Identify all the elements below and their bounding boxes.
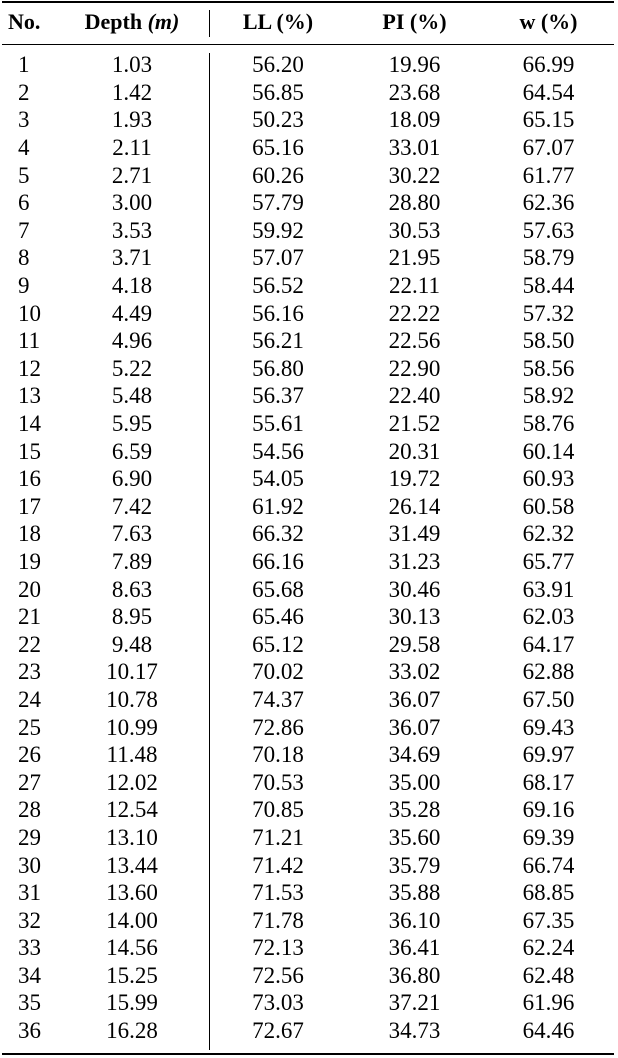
cell-depth: 1.42: [111, 79, 153, 105]
cell-ll: 70.85: [252, 797, 304, 823]
cell-w: 60.93: [522, 466, 575, 492]
cell-no: 17: [18, 493, 41, 519]
cell-no: 20: [18, 576, 41, 602]
cell-w: 62.03: [522, 604, 575, 630]
table-row: [2, 962, 614, 990]
cell-pi: 37.21: [388, 990, 441, 1016]
cell-no: 25: [18, 714, 41, 740]
cell-depth: 16.28: [106, 1018, 158, 1044]
cell-depth: 1.93: [111, 107, 153, 133]
cell-pi: 31.49: [388, 521, 441, 547]
cell-w: 67.35: [522, 907, 575, 933]
cell-no: 22: [18, 631, 41, 657]
cell-pi: 33.02: [388, 659, 441, 685]
table-row: [2, 934, 614, 962]
cell-depth: 1.03: [111, 52, 153, 78]
cell-ll: 70.02: [252, 659, 304, 685]
cell-no: 29: [18, 824, 41, 850]
table-row: [2, 741, 614, 769]
table-row: [2, 548, 614, 576]
cell-no: 1: [18, 52, 30, 78]
cell-no: 35: [18, 990, 41, 1016]
cell-ll: 65.12: [252, 631, 304, 657]
cell-w: 69.16: [522, 797, 575, 823]
cell-pi: 22.11: [389, 273, 440, 299]
cell-depth: 5.95: [111, 411, 153, 437]
cell-no: 19: [18, 548, 41, 574]
cell-pi: 30.22: [388, 162, 441, 188]
cell-pi: 22.22: [388, 300, 441, 326]
cell-w: 67.07: [522, 135, 575, 161]
cell-no: 30: [18, 852, 41, 878]
cell-w: 68.85: [522, 880, 575, 906]
cell-ll: 65.16: [252, 135, 304, 161]
depth-unit: (m): [147, 9, 180, 34]
cell-depth: 7.42: [111, 493, 153, 519]
cell-depth: 12.02: [106, 769, 158, 795]
cell-pi: 34.69: [388, 742, 441, 768]
cell-w: 64.46: [522, 1018, 575, 1044]
cell-depth: 13.60: [106, 880, 158, 906]
cell-pi: 21.95: [388, 245, 441, 271]
cell-ll: 72.67: [252, 1018, 304, 1044]
cell-w: 58.44: [522, 273, 575, 299]
cell-pi: 23.68: [388, 79, 441, 105]
table-row: [2, 217, 614, 245]
cell-w: 61.96: [522, 990, 575, 1016]
cell-ll: 54.05: [252, 466, 304, 492]
table-row: [2, 520, 614, 548]
cell-w: 68.17: [522, 769, 575, 795]
cell-no: 24: [18, 686, 41, 712]
cell-depth: 2.11: [112, 135, 152, 161]
cell-ll: 65.68: [252, 576, 304, 602]
cell-depth: 14.56: [106, 935, 158, 961]
cell-no: 6: [18, 190, 30, 216]
cell-w: 62.32: [522, 521, 575, 547]
cell-pi: 31.23: [388, 548, 441, 574]
cell-depth: 9.48: [111, 631, 153, 657]
cell-depth: 7.63: [111, 521, 153, 547]
table-row: [2, 79, 614, 107]
cell-depth: 4.96: [111, 328, 153, 354]
cell-w: 62.48: [522, 962, 575, 988]
table-row: [2, 161, 614, 189]
cell-w: 58.76: [522, 411, 575, 437]
cell-ll: 71.53: [252, 880, 304, 906]
table-body: [2, 44, 614, 1044]
cell-pi: 36.07: [388, 714, 441, 740]
column-header-no: No.: [8, 9, 41, 34]
cell-no: 28: [18, 797, 41, 823]
cell-depth: 6.59: [111, 438, 153, 464]
table-row: [2, 355, 614, 383]
cell-ll: 70.53: [252, 769, 304, 795]
cell-pi: 30.53: [388, 217, 441, 243]
cell-w: 66.74: [522, 852, 575, 878]
cell-no: 3: [18, 107, 30, 133]
table-row: [2, 410, 614, 438]
cell-pi: 19.72: [388, 466, 441, 492]
cell-w: 62.36: [522, 190, 575, 216]
cell-depth: 11.48: [106, 742, 158, 768]
cell-ll: 66.16: [252, 548, 304, 574]
table-row: [2, 272, 614, 300]
cell-ll: 72.13: [252, 935, 304, 961]
cell-ll: 72.56: [252, 962, 304, 988]
cell-ll: 56.20: [252, 52, 304, 78]
table-row: [2, 134, 614, 162]
table-row: [2, 630, 614, 658]
soil-properties-table: [2, 0, 614, 1044]
cell-no: 31: [18, 880, 41, 906]
table-row: [2, 189, 614, 217]
cell-no: 8: [18, 245, 30, 271]
cell-ll: 56.85: [252, 79, 304, 105]
table-row: [2, 382, 614, 410]
cell-ll: 60.26: [252, 162, 304, 188]
cell-ll: 59.92: [252, 217, 304, 243]
cell-no: 34: [18, 962, 41, 988]
cell-pi: 29.58: [388, 631, 441, 657]
cell-no: 16: [18, 466, 41, 492]
cell-ll: 54.56: [252, 438, 304, 464]
cell-w: 58.79: [522, 245, 575, 271]
cell-no: 11: [18, 328, 41, 354]
cell-ll: 56.52: [252, 273, 304, 299]
cell-w: 65.77: [522, 548, 575, 574]
table-row: [2, 1017, 614, 1045]
table-row: [2, 686, 614, 714]
cell-w: 64.54: [522, 79, 575, 105]
cell-pi: 30.13: [388, 604, 441, 630]
cell-depth: 15.25: [106, 962, 158, 988]
cell-pi: 36.80: [388, 962, 441, 988]
cell-pi: 22.90: [388, 355, 441, 381]
table-row: [2, 244, 614, 272]
cell-depth: 8.63: [111, 576, 153, 602]
cell-no: 15: [18, 438, 41, 464]
cell-pi: 36.07: [388, 686, 441, 712]
cell-no: 2: [18, 79, 30, 105]
column-header-w: w (%): [519, 9, 578, 34]
header-row: [2, 0, 614, 44]
cell-no: 36: [18, 1018, 41, 1044]
cell-ll: 72.86: [252, 714, 304, 740]
cell-pi: 34.73: [388, 1018, 441, 1044]
column-header-depth: Depth (m): [84, 9, 180, 34]
cell-ll: 70.18: [252, 742, 304, 768]
cell-ll: 56.16: [252, 300, 304, 326]
cell-ll: 56.21: [252, 328, 304, 354]
cell-no: 18: [18, 521, 41, 547]
cell-ll: 55.61: [252, 411, 304, 437]
table-row: [2, 437, 614, 465]
table-row: [2, 106, 614, 134]
cell-ll: 73.03: [252, 990, 304, 1016]
cell-depth: 2.71: [111, 162, 153, 188]
cell-no: 10: [18, 300, 41, 326]
cell-pi: 22.40: [388, 383, 441, 409]
cell-pi: 35.60: [388, 824, 441, 850]
cell-pi: 19.96: [388, 52, 441, 78]
table-row: [2, 768, 614, 796]
table-row: [2, 327, 614, 355]
cell-ll: 74.37: [252, 686, 304, 712]
cell-no: 9: [18, 273, 30, 299]
column-header-ll: LL (%): [242, 9, 314, 34]
bottom-rule: [2, 1053, 614, 1055]
table-row: [2, 603, 614, 631]
cell-depth: 12.54: [106, 797, 158, 823]
cell-w: 62.88: [522, 659, 575, 685]
cell-w: 69.97: [522, 742, 575, 768]
cell-no: 12: [18, 355, 41, 381]
cell-no: 7: [18, 217, 30, 243]
cell-pi: 22.56: [388, 328, 441, 354]
table-row: [2, 658, 614, 686]
cell-depth: 5.22: [111, 355, 153, 381]
cell-w: 58.50: [522, 328, 575, 354]
cell-w: 60.58: [522, 493, 575, 519]
cell-depth: 5.48: [111, 383, 153, 409]
cell-ll: 71.21: [252, 824, 304, 850]
table-row: [2, 824, 614, 852]
cell-no: 26: [18, 742, 41, 768]
cell-no: 5: [18, 162, 30, 188]
cell-depth: 13.10: [106, 824, 158, 850]
cell-depth: 13.44: [106, 852, 158, 878]
cell-ll: 65.46: [252, 604, 304, 630]
cell-depth: 10.17: [106, 659, 158, 685]
cell-pi: 35.79: [388, 852, 441, 878]
cell-w: 69.43: [522, 714, 575, 740]
cell-w: 66.99: [522, 52, 575, 78]
cell-w: 62.24: [522, 935, 575, 961]
cell-ll: 61.92: [252, 493, 304, 519]
cell-ll: 71.78: [252, 907, 304, 933]
table-row: [2, 713, 614, 741]
cell-depth: 15.99: [106, 990, 158, 1016]
cell-w: 61.77: [522, 162, 575, 188]
cell-w: 67.50: [522, 686, 575, 712]
cell-ll: 66.32: [252, 521, 304, 547]
cell-depth: 6.90: [111, 466, 153, 492]
cell-w: 57.32: [522, 300, 575, 326]
cell-depth: 3.00: [111, 190, 153, 216]
cell-depth: 7.89: [111, 548, 153, 574]
cell-depth: 4.49: [111, 300, 153, 326]
cell-pi: 28.80: [388, 190, 441, 216]
cell-w: 57.63: [522, 217, 575, 243]
cell-pi: 35.88: [388, 880, 441, 906]
cell-no: 32: [18, 907, 41, 933]
table-row: [2, 575, 614, 603]
table-row: [2, 465, 614, 493]
cell-no: 27: [18, 769, 41, 795]
table-row: [2, 879, 614, 907]
cell-depth: 8.95: [111, 604, 153, 630]
table-row: [2, 989, 614, 1017]
cell-pi: 26.14: [388, 493, 441, 519]
table-row: [2, 851, 614, 879]
cell-depth: 3.71: [111, 245, 153, 271]
cell-depth: 10.78: [106, 686, 158, 712]
cell-pi: 36.41: [388, 935, 441, 961]
cell-depth: 3.53: [111, 217, 153, 243]
cell-depth: 14.00: [106, 907, 158, 933]
cell-pi: 33.01: [388, 135, 441, 161]
cell-w: 58.92: [522, 383, 575, 409]
cell-pi: 21.52: [388, 411, 441, 437]
cell-w: 65.15: [522, 107, 575, 133]
cell-pi: 30.46: [388, 576, 441, 602]
cell-depth: 10.99: [106, 714, 158, 740]
cell-no: 14: [18, 411, 41, 437]
cell-ll: 56.37: [252, 383, 304, 409]
cell-pi: 35.28: [388, 797, 441, 823]
cell-w: 60.14: [522, 438, 575, 464]
cell-pi: 36.10: [388, 907, 441, 933]
table-row: [2, 906, 614, 934]
table-row: [2, 51, 614, 79]
cell-ll: 71.42: [252, 852, 304, 878]
cell-ll: 57.79: [252, 190, 304, 216]
cell-no: 33: [18, 935, 41, 961]
cell-pi: 18.09: [388, 107, 441, 133]
cell-no: 4: [18, 135, 30, 161]
cell-w: 64.17: [522, 631, 575, 657]
table-row: [2, 796, 614, 824]
column-header-pi: PI (%): [382, 9, 447, 34]
cell-ll: 57.07: [252, 245, 304, 271]
table-row: [2, 299, 614, 327]
cell-ll: 50.23: [252, 107, 304, 133]
cell-depth: 4.18: [111, 273, 153, 299]
table-row: [2, 493, 614, 521]
cell-no: 23: [18, 659, 41, 685]
cell-w: 63.91: [522, 576, 575, 602]
cell-pi: 20.31: [388, 438, 441, 464]
cell-ll: 56.80: [252, 355, 304, 381]
cell-w: 58.56: [522, 355, 575, 381]
cell-no: 13: [18, 383, 41, 409]
cell-pi: 35.00: [388, 769, 441, 795]
cell-w: 69.39: [522, 824, 575, 850]
cell-no: 21: [18, 604, 41, 630]
